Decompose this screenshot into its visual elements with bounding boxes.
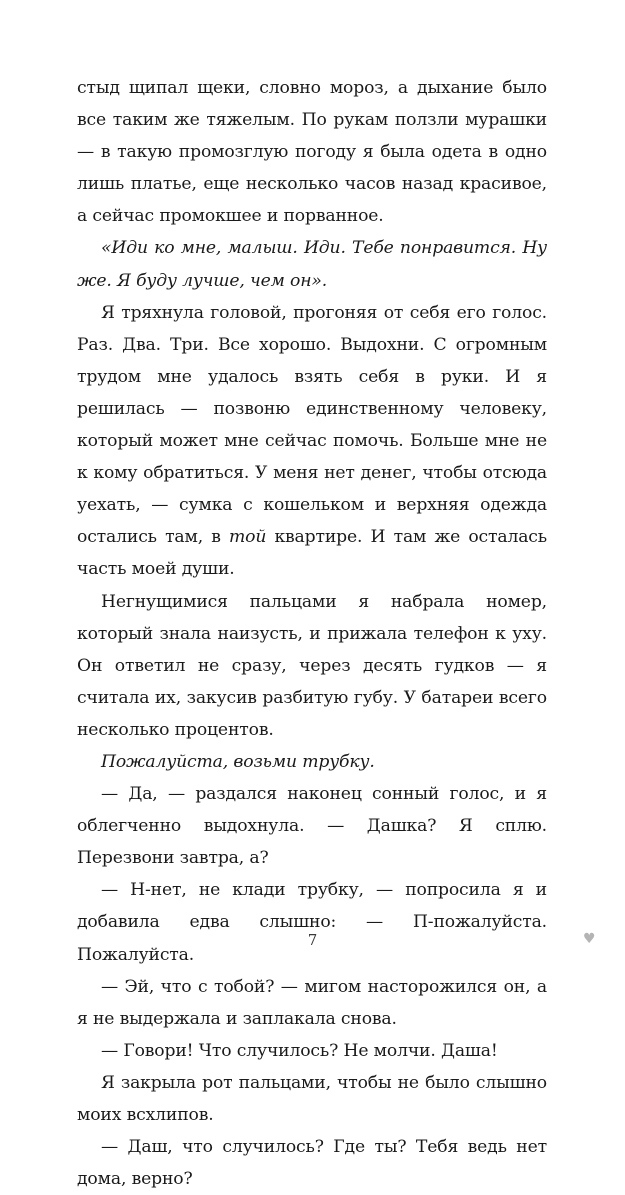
paragraph-5: Пожалуйста, возьми трубку. bbox=[101, 751, 375, 772]
paragraph-3 bbox=[77, 297, 547, 586]
paragraph-6: — Да, — раздался наконец сонный голос, и я облегченно выдохнула. — Дашка? Я сплю. Перезвони завтра, а? bbox=[77, 784, 547, 869]
paragraph-11: — Даш, что случилось? Где ты? Тебя ведь нет дома, верно? bbox=[77, 1137, 547, 1190]
paragraph-3-emphasis: той bbox=[228, 527, 267, 548]
paragraph-4: Негнущимися пальцами я набрала номер, который знала наизусть, и прижала телефон к уху. Он ответил не сразу, через десять гудков — я считала их, закусив разбитую губу. У батареи всего несколько процентов. bbox=[77, 591, 547, 740]
paragraph-9: — Говори! Что случилось? Не молчи. Даша! bbox=[101, 1040, 498, 1061]
paragraph-3-head: Я тряхнула головой, прогоняя от себя его голос. Раз. Два. Три. Все хорошо. Выдохни. С огромным трудом мне удалось взять себя в руки. И я решилась — позвоню единственному человеку, который может мне сейчас помочь. Больше мне не к кому обратиться. У меня нет денег, чтобы отсюда уехать, — сумка с кошельком и верхняя одежда остались там, в bbox=[77, 302, 547, 548]
paragraph-10: Я закрыла рот пальцами, чтобы не было слышно моих всхлипов. bbox=[77, 1072, 547, 1125]
page-number: 7 bbox=[307, 931, 318, 949]
page-body bbox=[77, 72, 547, 1195]
paragraph-7: — Н-нет, не клади трубку, — попросила я и добавила едва слышно: — П-пожалуйста. Пожалуйста. bbox=[77, 880, 547, 965]
paragraph-2: «Иди ко мне, малыш. Иди. Тебе понравится. Ну же. Я буду лучше, чем он». bbox=[77, 238, 547, 291]
paragraph-1: стыд щипал щеки, словно мороз, а дыхание было все таким же тяжелым. По рукам ползли мурашки — в такую промозглую погоду я была одета в одно лишь платье, еще несколько часов назад красивое, а сейчас промокшее и порванное. bbox=[77, 78, 547, 227]
paragraph-8: — Эй, что с тобой? — мигом насторожился он, а я не выдержала и заплакала снова. bbox=[77, 976, 547, 1029]
paragraph-3-tail: квартире. И там же осталась часть моей души. bbox=[77, 527, 547, 580]
heart-icon: ♥ bbox=[583, 931, 596, 947]
